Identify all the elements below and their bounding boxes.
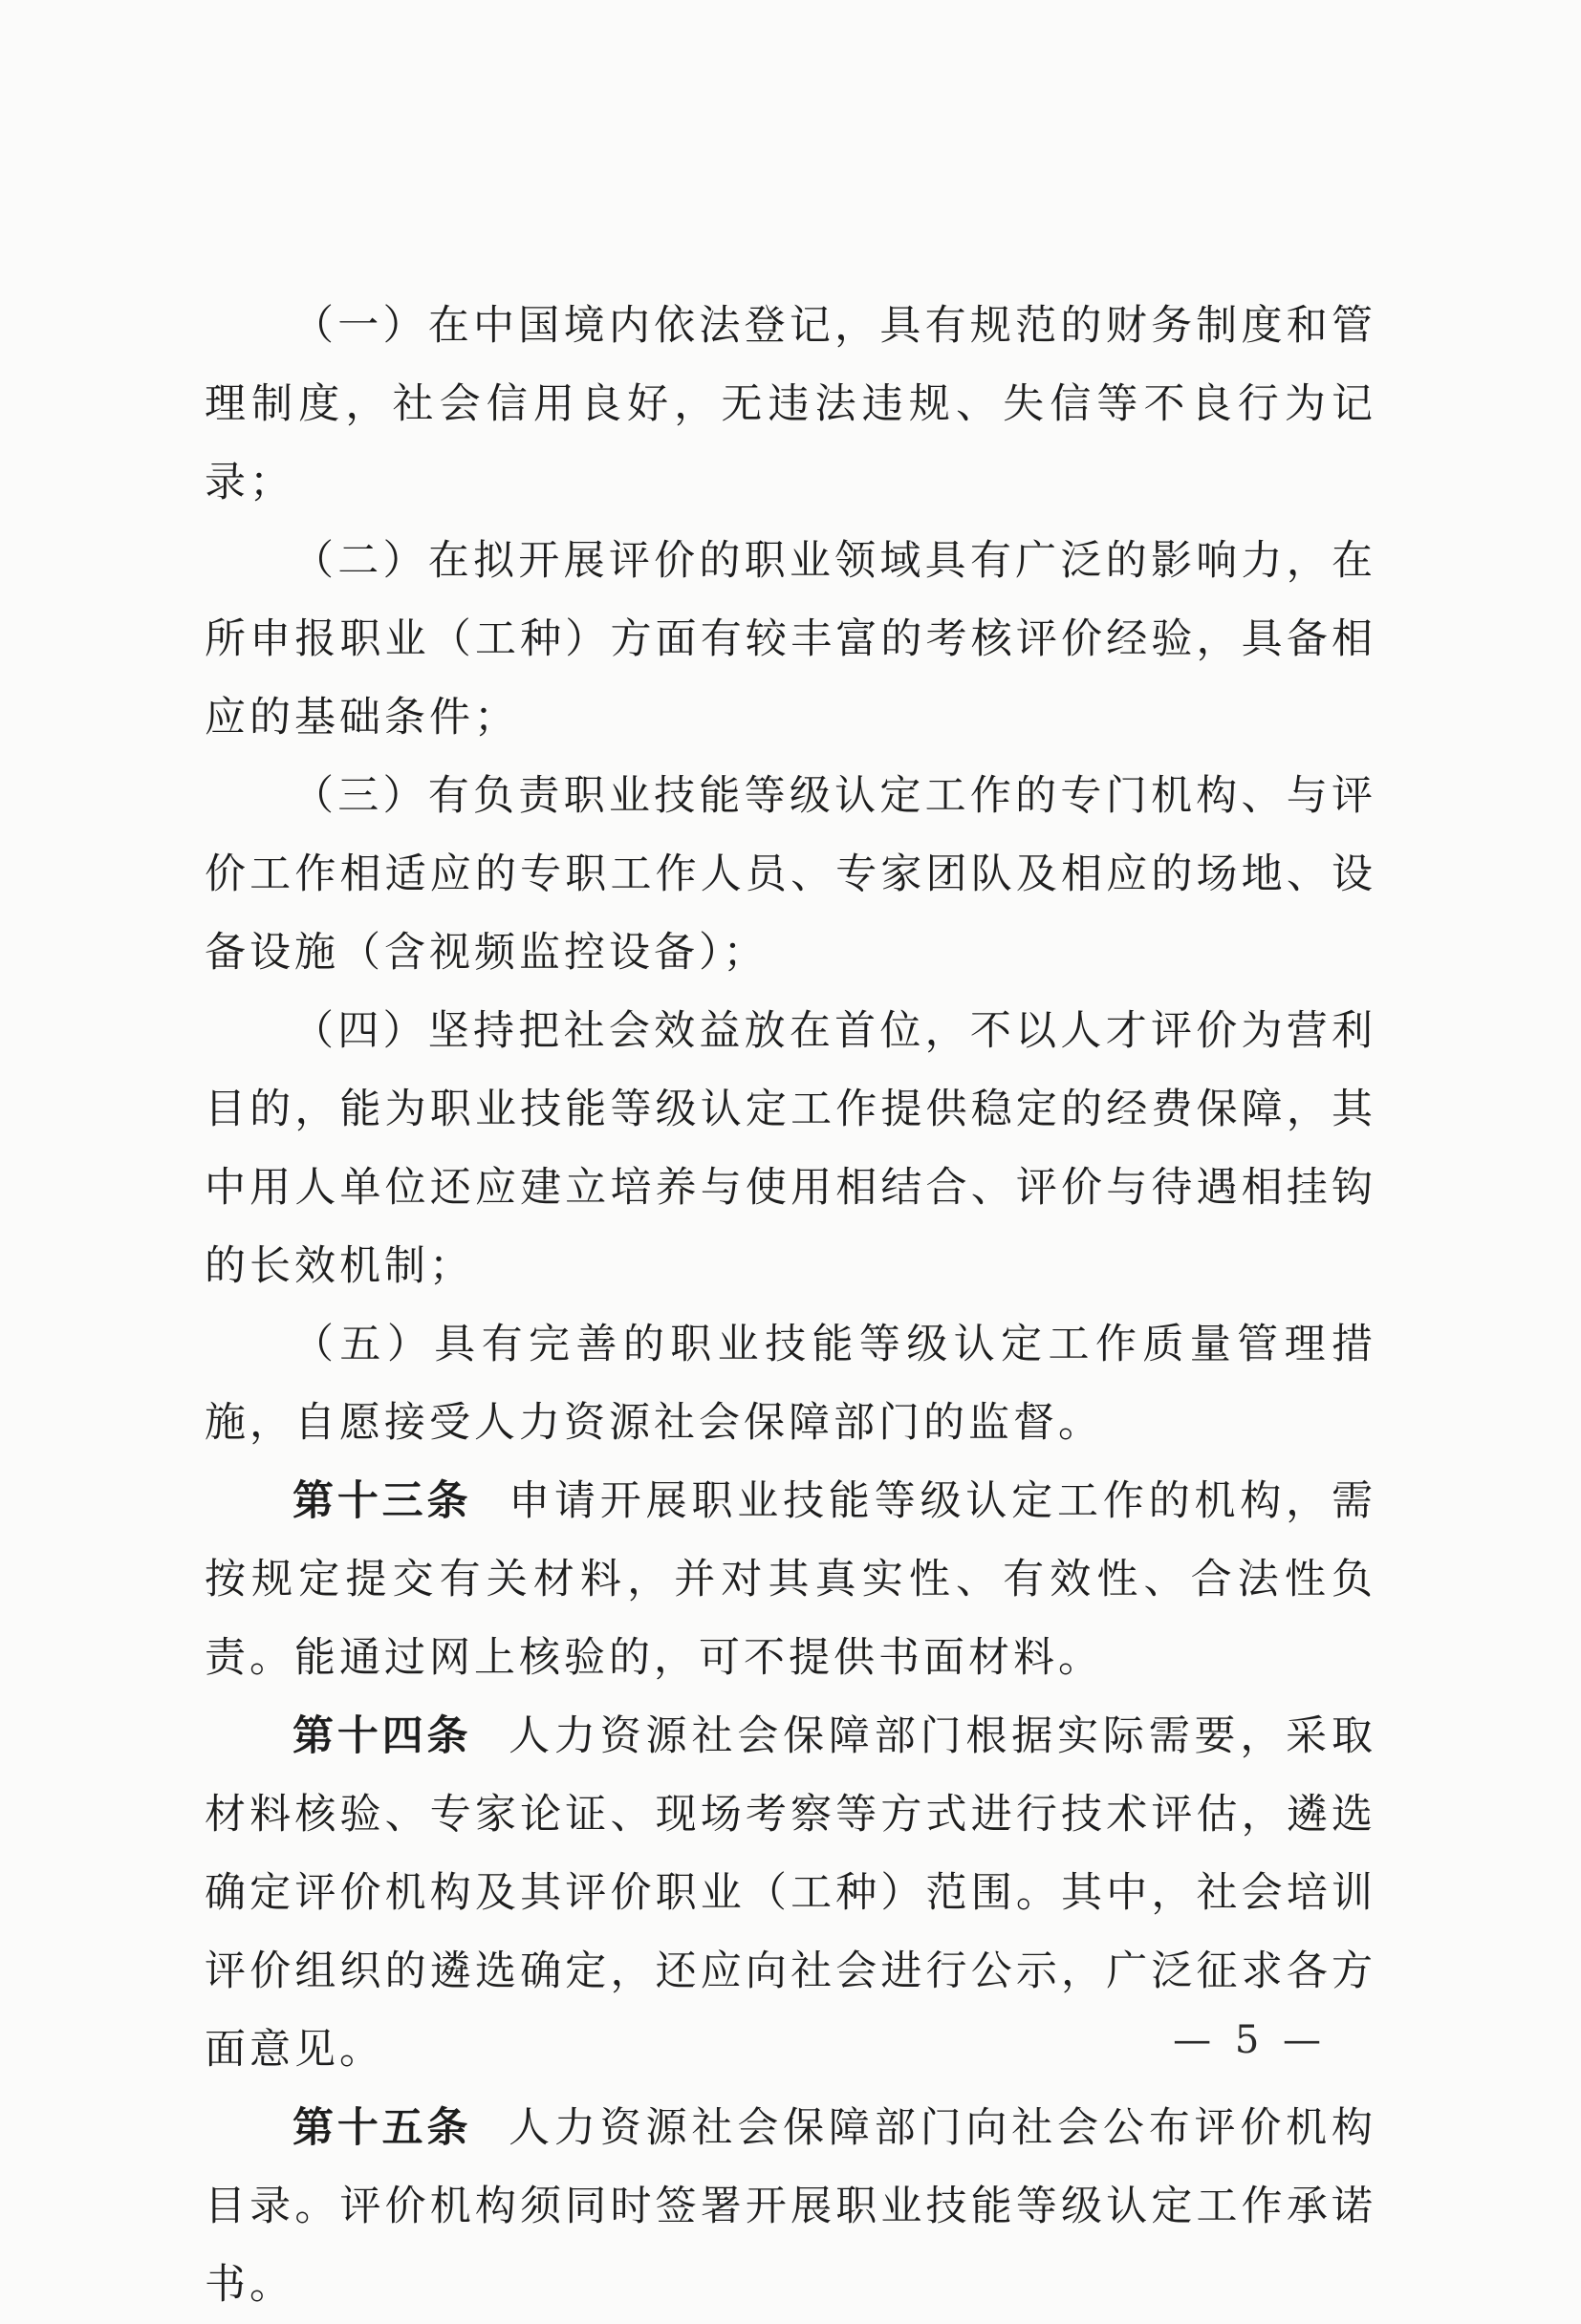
- paragraph-text: 人力资源社会保障部门根据实际需要，采取材料核验、专家论证、现场考察等方式进行技术评估，遴选确定评价机构及其评价职业（工种）范围。其中，社会培训评价组织的遴选确定，还应向社会进行公示，广泛征求各方面意见。: [205, 1712, 1377, 2074]
- paragraph-text: （三）有负责职业技能等级认定工作的专门机构、与评价工作相适应的专职工作人员、专家团队及相应的场地、设备设施（含视频监控设备）；: [205, 772, 1376, 977]
- paragraph-text: （四）坚持把社会效益放在首位，不以人才评价为营利目的，能为职业技能等级认定工作提供稳定的经费保障，其中用人单位还应建立培养与使用相结合、评价与待遇相挂钩的长效机制；: [205, 1007, 1376, 1290]
- paragraph-text: 申请开展职业技能等级认定工作的机构，需按规定提交有关材料，并对其真实性、有效性、合法性负责。能通过网上核验的，可不提供书面材料。: [205, 1477, 1377, 1682]
- paragraph-requirement-2: [205, 522, 1376, 757]
- paragraph-text: 人力资源社会保障部门向社会公布评价机构目录。评价机构须同时签署开展职业技能等级认定工作承诺书。: [205, 2104, 1377, 2309]
- paragraph-text: （二）在拟开展评价的职业领域具有广泛的影响力，在所申报职业（工种）方面有较丰富的考核评价经验，具备相应的基础条件；: [205, 537, 1376, 742]
- article-13: [205, 1462, 1376, 1697]
- page-number: — 5 —: [1173, 2018, 1327, 2062]
- paragraph-requirement-1: [205, 287, 1376, 522]
- article-heading: 第十四条: [292, 1712, 472, 1760]
- article-heading: 第十三条: [292, 1477, 472, 1525]
- paragraph-text: （一）在中国境内依法登记，具有规范的财务制度和管理制度，社会信用良好，无违法违规、失信等不良行为记录；: [205, 302, 1376, 506]
- article-15: [205, 2089, 1376, 2324]
- paragraph-requirement-4: [205, 992, 1376, 1305]
- article-heading: 第十五条: [292, 2104, 472, 2152]
- paragraph-requirement-5: [205, 1305, 1376, 1462]
- paragraph-text: （五）具有完善的职业技能等级认定工作质量管理措施，自愿接受人力资源社会保障部门的监督。: [205, 1321, 1376, 1447]
- paragraph-requirement-3: [205, 757, 1376, 992]
